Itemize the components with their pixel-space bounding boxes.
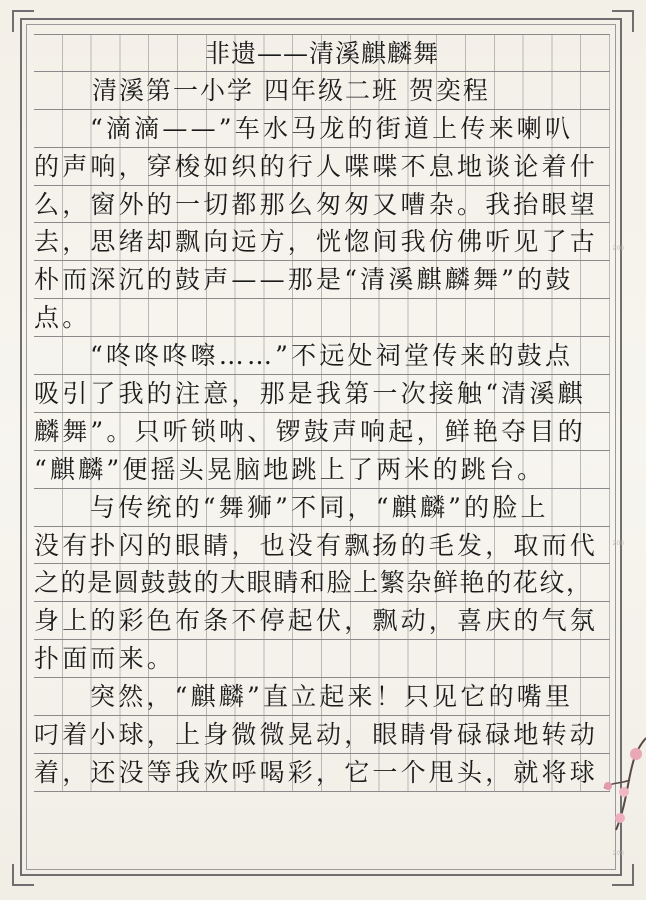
line-text: 扑面而来。	[34, 644, 176, 674]
title-row	[34, 34, 610, 72]
line-text: 吸引了我的注意，那是我第一次接触“清溪麒	[34, 379, 586, 409]
text-line	[34, 451, 610, 489]
grid-count-mark: 200	[612, 245, 624, 252]
line-text: “麒麟”便摇头晃脑地跳上了两米的跳台。	[34, 454, 546, 484]
writing-grid	[34, 34, 610, 792]
text-line	[34, 413, 610, 451]
text-line	[34, 754, 610, 792]
line-text: 叼着小球，上身微微晃动，眼睛骨碌碌地转动	[34, 720, 599, 750]
text-line	[34, 489, 610, 527]
line-text: 去，思绪却飘向远方，恍惚间我仿佛听见了古	[34, 227, 599, 257]
text-line	[34, 299, 610, 337]
line-text: 身上的彩色布条不停起伏，飘动，喜庆的气氛	[34, 606, 599, 636]
text-line	[34, 261, 610, 299]
line-text: 点。	[34, 303, 91, 333]
grid-count-mark: 200	[612, 850, 624, 857]
grid-count-mark: 200	[612, 540, 624, 547]
text-line	[34, 110, 610, 148]
line-text: “咚咚咚嚓……”不远处祠堂传来的鼓点	[90, 341, 574, 371]
text-line	[34, 716, 610, 754]
author-byline: 清溪第一小学 四年级二班 贺奕程	[92, 75, 490, 105]
text-line	[34, 640, 610, 678]
text-line	[34, 564, 610, 602]
line-text: 与传统的“舞狮”不同，“麒麟”的脸上	[90, 492, 549, 522]
text-line	[34, 148, 610, 186]
text-line	[34, 337, 610, 375]
line-text: 朴而深沉的鼓声——那是“清溪麒麟舞”的鼓	[34, 265, 574, 295]
line-text: 突然，“麒麟”直立起来！只见它的嘴里	[90, 682, 574, 712]
text-line	[34, 186, 610, 224]
plum-blossom-decoration	[586, 730, 646, 840]
line-text: 之的是圆鼓鼓的大眼睛和脸上繁杂鲜艳的花纹，	[34, 568, 593, 598]
essay-title: 非遗——清溪麒麟舞	[204, 39, 439, 68]
line-text: 的声响，穿梭如织的行人喋喋不息地谈论着什	[34, 151, 599, 181]
text-line	[34, 527, 610, 565]
line-text: 着，还没等我欢呼喝彩，它一个甩头，就将球	[34, 757, 599, 787]
text-line	[34, 602, 610, 640]
text-line	[34, 678, 610, 716]
line-text: 麟舞”。只听锁呐、锣鼓声响起，鲜艳夺目的	[34, 416, 586, 446]
text-line	[34, 375, 610, 413]
byline-row	[34, 72, 610, 110]
line-text: 没有扑闪的眼睛，也没有飘扬的毛发，取而代	[34, 530, 599, 560]
line-text: “滴滴——”车水马龙的街道上传来喇叭	[90, 113, 574, 143]
line-text: 么，窗外的一切都那么匆匆又嘈杂。我抬眼望	[34, 189, 599, 219]
text-line	[34, 223, 610, 261]
